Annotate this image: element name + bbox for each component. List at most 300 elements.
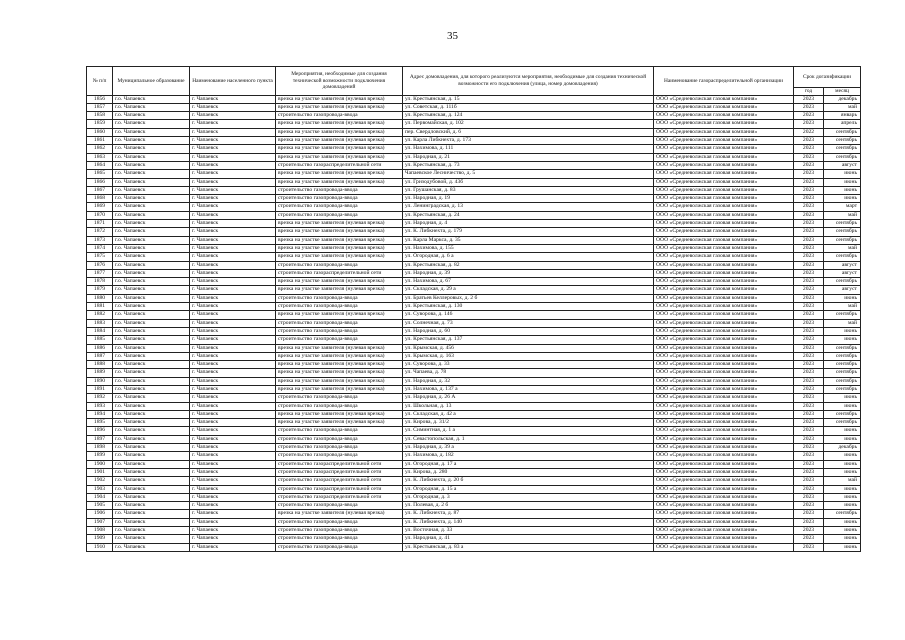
table-row <box>87 502 861 510</box>
cell-year: 2023 <box>794 294 824 302</box>
cell-municipality: г.о. Чапаевск <box>113 220 190 228</box>
cell-num: 1872 <box>87 228 113 236</box>
cell-organization: ООО «Средневолжская газовая компания» <box>654 543 794 551</box>
cell-organization: ООО «Средневолжская газовая компания» <box>654 394 794 402</box>
cell-settlement: г. Чапаевск <box>190 485 276 493</box>
cell-organization: ООО «Средневолжская газовая компания» <box>654 170 794 178</box>
cell-organization: ООО «Средневолжская газовая компания» <box>654 178 794 186</box>
cell-settlement: г. Чапаевск <box>190 294 276 302</box>
cell-municipality: г.о. Чапаевск <box>113 518 190 526</box>
cell-municipality: г.о. Чапаевск <box>113 493 190 501</box>
cell-year: 2023 <box>794 385 824 393</box>
cell-month: сентябрь <box>824 220 861 228</box>
table-row <box>87 278 861 286</box>
cell-month: сентябрь <box>824 278 861 286</box>
cell-num: 1900 <box>87 460 113 468</box>
cell-organization: ООО «Средневолжская газовая компания» <box>654 452 794 460</box>
table-row <box>87 203 861 211</box>
cell-municipality: г.о. Чапаевск <box>113 228 190 236</box>
gasification-table <box>86 66 861 552</box>
cell-measure: строительство газопровода-ввода <box>276 394 403 402</box>
cell-month: апрель <box>824 120 861 128</box>
table-row <box>87 137 861 145</box>
cell-organization: ООО «Средневолжская газовая компания» <box>654 377 794 385</box>
cell-month: сентябрь <box>824 228 861 236</box>
cell-organization: ООО «Средневолжская газовая компания» <box>654 186 794 194</box>
cell-address: ул. Карла Маркса, д. 35 <box>403 236 654 244</box>
cell-year: 2023 <box>794 352 824 360</box>
cell-measure: строительство газораспределительной сети <box>276 477 403 485</box>
cell-address: ул. Первомайская, д. 102 <box>403 120 654 128</box>
table-row <box>87 427 861 435</box>
cell-organization: ООО «Средневолжская газовая компания» <box>654 286 794 294</box>
cell-month: декабрь <box>824 444 861 452</box>
cell-organization: ООО «Средневолжская газовая компания» <box>654 278 794 286</box>
cell-settlement: г. Чапаевск <box>190 112 276 120</box>
table-row <box>87 211 861 219</box>
cell-month: июнь <box>824 485 861 493</box>
cell-month: январь <box>824 112 861 120</box>
cell-num: 1909 <box>87 535 113 543</box>
cell-num: 1899 <box>87 452 113 460</box>
cell-measure: строительство газопровода-ввода <box>276 319 403 327</box>
cell-address: ул. Народная, д. 26 А <box>403 394 654 402</box>
table-row <box>87 112 861 120</box>
cell-municipality: г.о. Чапаевск <box>113 377 190 385</box>
table-row <box>87 518 861 526</box>
cell-organization: ООО «Средневолжская газовая компания» <box>654 269 794 277</box>
cell-num: 1898 <box>87 444 113 452</box>
cell-year: 2023 <box>794 543 824 551</box>
cell-municipality: г.о. Чапаевск <box>113 385 190 393</box>
cell-year: 2023 <box>794 452 824 460</box>
cell-address: ул. Суворова, д. 33 <box>403 361 654 369</box>
cell-address: ул. Народная, д. 19 <box>403 195 654 203</box>
cell-address: ул. К. Либкнехта, д. 20 б <box>403 477 654 485</box>
cell-settlement: г. Чапаевск <box>190 435 276 443</box>
table-row <box>87 527 861 535</box>
cell-month: сентябрь <box>824 410 861 418</box>
cell-month: сентябрь <box>824 137 861 145</box>
cell-municipality: г.о. Чапаевск <box>113 178 190 186</box>
cell-measure: строительство газопровода-ввода <box>276 294 403 302</box>
cell-month: июнь <box>824 170 861 178</box>
cell-year: 2023 <box>794 460 824 468</box>
cell-year: 2023 <box>794 153 824 161</box>
cell-municipality: г.о. Чапаевск <box>113 211 190 219</box>
table-row <box>87 385 861 393</box>
cell-municipality: г.о. Чапаевск <box>113 236 190 244</box>
cell-organization: ООО «Средневолжская газовая компания» <box>654 244 794 252</box>
cell-settlement: г. Чапаевск <box>190 153 276 161</box>
cell-year: 2023 <box>794 112 824 120</box>
cell-organization: ООО «Средневолжская газовая компания» <box>654 344 794 352</box>
cell-organization: ООО «Средневолжская газовая компания» <box>654 128 794 136</box>
cell-settlement: г. Чапаевск <box>190 311 276 319</box>
cell-measure: врезка на участке заявителя (нулевая врезка) <box>276 137 403 145</box>
cell-measure: строительство газопровода-ввода <box>276 203 403 211</box>
header-measure: Мероприятия, необходимые для создания технической возможности подключения домовладений <box>276 67 403 96</box>
header-address: Адрес домовладения, для которого реализуются мероприятия, необходимые для создания технической возможности его подключения (улица, номер домовладения) <box>403 67 654 96</box>
cell-year: 2022 <box>794 128 824 136</box>
header-month: месяц <box>824 88 861 96</box>
cell-year: 2023 <box>794 311 824 319</box>
cell-address: ул. Народная, д. 39 а <box>403 444 654 452</box>
cell-municipality: г.о. Чапаевск <box>113 203 190 211</box>
cell-num: 1859 <box>87 120 113 128</box>
cell-measure: врезка на участке заявителя (нулевая врезка) <box>276 344 403 352</box>
header-municipality: Муниципальное образование <box>113 67 190 96</box>
cell-settlement: г. Чапаевск <box>190 385 276 393</box>
cell-num: 1880 <box>87 294 113 302</box>
cell-num: 1876 <box>87 261 113 269</box>
cell-measure: врезка на участке заявителя (нулевая врезка) <box>276 120 403 128</box>
cell-settlement: г. Чапаевск <box>190 444 276 452</box>
table-row <box>87 535 861 543</box>
cell-address: ул. Нахимова, д. 111 <box>403 145 654 153</box>
cell-num: 1866 <box>87 178 113 186</box>
table-row <box>87 153 861 161</box>
cell-month: май <box>824 244 861 252</box>
table-row <box>87 195 861 203</box>
cell-municipality: г.о. Чапаевск <box>113 294 190 302</box>
cell-measure: строительство газопровода-ввода <box>276 327 403 335</box>
cell-organization: ООО «Средневолжская газовая компания» <box>654 203 794 211</box>
cell-municipality: г.о. Чапаевск <box>113 394 190 402</box>
cell-month: сентябрь <box>824 253 861 261</box>
cell-month: июнь <box>824 452 861 460</box>
cell-month: июнь <box>824 178 861 186</box>
cell-month: сентябрь <box>824 352 861 360</box>
table-row <box>87 294 861 302</box>
cell-year: 2023 <box>794 95 824 103</box>
cell-address: ул. Советская, д. 111б <box>403 103 654 111</box>
cell-municipality: г.о. Чапаевск <box>113 452 190 460</box>
cell-num: 1861 <box>87 137 113 145</box>
cell-organization: ООО «Средневолжская газовая компания» <box>654 518 794 526</box>
cell-year: 2023 <box>794 161 824 169</box>
cell-organization: ООО «Средневолжская газовая компания» <box>654 493 794 501</box>
cell-measure: врезка на участке заявителя (нулевая врезка) <box>276 178 403 186</box>
table-row <box>87 460 861 468</box>
cell-address: ул. Чапаева, д. 78 <box>403 369 654 377</box>
cell-settlement: г. Чапаевск <box>190 286 276 294</box>
cell-num: 1897 <box>87 435 113 443</box>
cell-address: ул. Крестьянская, д. 137 <box>403 336 654 344</box>
cell-settlement: г. Чапаевск <box>190 352 276 360</box>
cell-address: ул. К. Либкнехта, д. 140 <box>403 518 654 526</box>
cell-address: ул. Огородная, д. 6 а <box>403 253 654 261</box>
cell-municipality: г.о. Чапаевск <box>113 195 190 203</box>
cell-num: 1901 <box>87 468 113 476</box>
cell-organization: ООО «Средневолжская газовая компания» <box>654 236 794 244</box>
cell-settlement: г. Чапаевск <box>190 460 276 468</box>
cell-month: сентябрь <box>824 344 861 352</box>
cell-settlement: г. Чапаевск <box>190 410 276 418</box>
cell-address: ул. Крестьянская, д. 73 <box>403 161 654 169</box>
cell-settlement: г. Чапаевск <box>190 344 276 352</box>
cell-year: 2023 <box>794 427 824 435</box>
cell-settlement: г. Чапаевск <box>190 327 276 335</box>
cell-year: 2023 <box>794 236 824 244</box>
cell-address: ул. Огородная, д. 17 а <box>403 460 654 468</box>
table-row <box>87 402 861 410</box>
cell-address: ул. Суворова, д. 146 <box>403 311 654 319</box>
cell-organization: ООО «Средневолжская газовая компания» <box>654 460 794 468</box>
table-row <box>87 303 861 311</box>
cell-year: 2023 <box>794 145 824 153</box>
cell-measure: строительство газопровода-ввода <box>276 186 403 194</box>
cell-settlement: г. Чапаевск <box>190 228 276 236</box>
table-row <box>87 419 861 427</box>
cell-year: 2023 <box>794 377 824 385</box>
cell-month: май <box>824 477 861 485</box>
cell-address: ул. Народная, д. 41 <box>403 535 654 543</box>
cell-organization: ООО «Средневолжская газовая компания» <box>654 427 794 435</box>
table-row <box>87 410 861 418</box>
table-row <box>87 186 861 194</box>
cell-measure: строительство газопровода-ввода <box>276 535 403 543</box>
cell-settlement: г. Чапаевск <box>190 120 276 128</box>
cell-municipality: г.о. Чапаевск <box>113 186 190 194</box>
table-row <box>87 352 861 360</box>
cell-measure: врезка на участке заявителя (нулевая врезка) <box>276 510 403 518</box>
cell-year: 2023 <box>794 220 824 228</box>
cell-organization: ООО «Средневолжская газовая компания» <box>654 352 794 360</box>
cell-year: 2023 <box>794 444 824 452</box>
cell-measure: врезка на участке заявителя (нулевая врезка) <box>276 369 403 377</box>
cell-municipality: г.о. Чапаевск <box>113 269 190 277</box>
cell-measure: врезка на участке заявителя (нулевая врезка) <box>276 352 403 360</box>
cell-num: 1874 <box>87 244 113 252</box>
cell-num: 1867 <box>87 186 113 194</box>
cell-organization: ООО «Средневолжская газовая компания» <box>654 220 794 228</box>
cell-num: 1870 <box>87 211 113 219</box>
cell-num: 1873 <box>87 236 113 244</box>
cell-settlement: г. Чапаевск <box>190 319 276 327</box>
table-row <box>87 435 861 443</box>
cell-year: 2023 <box>794 518 824 526</box>
cell-organization: ООО «Средневолжская газовая компания» <box>654 410 794 418</box>
cell-num: 1891 <box>87 385 113 393</box>
header-settlement: Наименование населенного пункта <box>190 67 276 96</box>
cell-num: 1903 <box>87 485 113 493</box>
cell-measure: строительство газопровода-ввода <box>276 303 403 311</box>
cell-settlement: г. Чапаевск <box>190 203 276 211</box>
cell-month: май <box>824 319 861 327</box>
cell-num: 1875 <box>87 253 113 261</box>
cell-month: август <box>824 269 861 277</box>
cell-month: июнь <box>824 427 861 435</box>
cell-year: 2023 <box>794 402 824 410</box>
cell-municipality: г.о. Чапаевск <box>113 128 190 136</box>
cell-year: 2023 <box>794 493 824 501</box>
cell-settlement: г. Чапаевск <box>190 468 276 476</box>
cell-measure: строительство газопровода-ввода <box>276 195 403 203</box>
cell-settlement: г. Чапаевск <box>190 419 276 427</box>
cell-address: ул. Народная, д. 39 <box>403 269 654 277</box>
cell-year: 2023 <box>794 336 824 344</box>
cell-address: ул. Полевая, д. 2 б <box>403 502 654 510</box>
cell-organization: ООО «Средневолжская газовая компания» <box>654 195 794 203</box>
cell-year: 2023 <box>794 103 824 111</box>
cell-municipality: г.о. Чапаевск <box>113 444 190 452</box>
cell-month: июнь <box>824 402 861 410</box>
table-row <box>87 244 861 252</box>
cell-address: ул. Братьев Келлеровых, д. 2 б <box>403 294 654 302</box>
cell-organization: ООО «Средневолжская газовая компания» <box>654 103 794 111</box>
cell-measure: врезка на участке заявителя (нулевая врезка) <box>276 244 403 252</box>
cell-measure: врезка на участке заявителя (нулевая врезка) <box>276 128 403 136</box>
cell-month: сентябрь <box>824 361 861 369</box>
cell-month: июнь <box>824 518 861 526</box>
table-row <box>87 95 861 103</box>
cell-month: май <box>824 211 861 219</box>
cell-settlement: г. Чапаевск <box>190 427 276 435</box>
cell-num: 1860 <box>87 128 113 136</box>
cell-year: 2023 <box>794 502 824 510</box>
header-deadline: Срок догазификации <box>794 67 861 88</box>
cell-month: сентябрь <box>824 236 861 244</box>
cell-year: 2023 <box>794 477 824 485</box>
cell-measure: строительство газораспределительной сети <box>276 485 403 493</box>
cell-year: 2023 <box>794 211 824 219</box>
cell-measure: строительство газопровода-ввода <box>276 444 403 452</box>
cell-settlement: г. Чапаевск <box>190 161 276 169</box>
cell-municipality: г.о. Чапаевск <box>113 402 190 410</box>
cell-month: сентябрь <box>824 419 861 427</box>
table-row <box>87 228 861 236</box>
cell-organization: ООО «Средневолжская газовая компания» <box>654 161 794 169</box>
cell-num: 1858 <box>87 112 113 120</box>
cell-address: ул. Грушанская, д. 83 <box>403 186 654 194</box>
cell-municipality: г.о. Чапаевск <box>113 344 190 352</box>
cell-address: ул. Складская, д. 29 а <box>403 286 654 294</box>
cell-num: 1906 <box>87 510 113 518</box>
cell-address: пер. Свердловский, д. 6 <box>403 128 654 136</box>
cell-measure: врезка на участке заявителя (нулевая врезка) <box>276 410 403 418</box>
cell-municipality: г.о. Чапаевск <box>113 543 190 551</box>
cell-year: 2023 <box>794 535 824 543</box>
cell-num: 1907 <box>87 518 113 526</box>
table-row <box>87 253 861 261</box>
cell-month: август <box>824 261 861 269</box>
cell-address: ул. Народная, д. 32 <box>403 377 654 385</box>
table-row <box>87 236 861 244</box>
cell-measure: строительство газопровода-ввода <box>276 452 403 460</box>
cell-measure: врезка на участке заявителя (нулевая врезка) <box>276 419 403 427</box>
table-row <box>87 493 861 501</box>
cell-measure: строительство газопровода-ввода <box>276 402 403 410</box>
cell-num: 1871 <box>87 220 113 228</box>
cell-month: декабрь <box>824 95 861 103</box>
cell-organization: ООО «Средневолжская газовая компания» <box>654 402 794 410</box>
cell-municipality: г.о. Чапаевск <box>113 319 190 327</box>
cell-year: 2023 <box>794 468 824 476</box>
cell-municipality: г.о. Чапаевск <box>113 419 190 427</box>
cell-measure: строительство газопровода-ввода <box>276 543 403 551</box>
cell-measure: строительство газораспределительной сети <box>276 493 403 501</box>
cell-municipality: г.о. Чапаевск <box>113 244 190 252</box>
cell-num: 1892 <box>87 394 113 402</box>
cell-year: 2023 <box>794 261 824 269</box>
table-row <box>87 452 861 460</box>
cell-measure: строительство газопровода-ввода <box>276 336 403 344</box>
cell-address: ул. К. Либкнехта, д. 87 <box>403 510 654 518</box>
cell-address: ул. Ленинградская, д. 13 <box>403 203 654 211</box>
cell-month: июнь <box>824 327 861 335</box>
cell-month: июнь <box>824 195 861 203</box>
cell-municipality: г.о. Чапаевск <box>113 137 190 145</box>
cell-settlement: г. Чапаевск <box>190 145 276 153</box>
cell-organization: ООО «Средневолжская газовая компания» <box>654 261 794 269</box>
cell-month: сентябрь <box>824 369 861 377</box>
cell-settlement: г. Чапаевск <box>190 402 276 410</box>
cell-municipality: г.о. Чапаевск <box>113 361 190 369</box>
cell-settlement: г. Чапаевск <box>190 518 276 526</box>
cell-year: 2023 <box>794 394 824 402</box>
cell-month: июнь <box>824 435 861 443</box>
cell-address: ул. Нахимова, д. 67 <box>403 278 654 286</box>
cell-organization: ООО «Средневолжская газовая компания» <box>654 361 794 369</box>
table-body <box>87 95 861 551</box>
cell-address: ул. Симинтная, д. 1 а <box>403 427 654 435</box>
cell-year: 2023 <box>794 435 824 443</box>
cell-settlement: г. Чапаевск <box>190 303 276 311</box>
cell-measure: строительство газопровода-ввода <box>276 527 403 535</box>
cell-num: 1862 <box>87 145 113 153</box>
cell-address: ул. Карла Либкнехта, д. 173 <box>403 137 654 145</box>
cell-organization: ООО «Средневолжская газовая компания» <box>654 444 794 452</box>
table-row <box>87 369 861 377</box>
cell-num: 1883 <box>87 319 113 327</box>
cell-month: сентябрь <box>824 145 861 153</box>
cell-year: 2023 <box>794 269 824 277</box>
cell-num: 1884 <box>87 327 113 335</box>
cell-organization: ООО «Средневолжская газовая компания» <box>654 477 794 485</box>
table-row <box>87 468 861 476</box>
cell-address: ул. Кирова, д. 280 <box>403 468 654 476</box>
cell-month: май <box>824 303 861 311</box>
cell-settlement: г. Чапаевск <box>190 336 276 344</box>
cell-year: 2023 <box>794 303 824 311</box>
cell-settlement: г. Чапаевск <box>190 510 276 518</box>
cell-organization: ООО «Средневолжская газовая компания» <box>654 502 794 510</box>
cell-measure: строительство газораспределительной сети <box>276 460 403 468</box>
cell-address: ул. Крымская, д. 456 <box>403 344 654 352</box>
cell-year: 2023 <box>794 527 824 535</box>
cell-address: ул. Нахимова, д. 182 <box>403 452 654 460</box>
cell-num: 1881 <box>87 303 113 311</box>
cell-municipality: г.о. Чапаевск <box>113 261 190 269</box>
cell-organization: ООО «Средневолжская газовая компания» <box>654 510 794 518</box>
table-row <box>87 361 861 369</box>
cell-num: 1890 <box>87 377 113 385</box>
cell-month: июнь <box>824 468 861 476</box>
cell-measure: врезка на участке заявителя (нулевая врезка) <box>276 170 403 178</box>
cell-settlement: г. Чапаевск <box>190 236 276 244</box>
cell-num: 1868 <box>87 195 113 203</box>
cell-settlement: г. Чапаевск <box>190 361 276 369</box>
header-organization: Наименование газораспределительной организации <box>654 67 794 96</box>
cell-municipality: г.о. Чапаевск <box>113 535 190 543</box>
table-row <box>87 286 861 294</box>
cell-num: 1889 <box>87 369 113 377</box>
cell-settlement: г. Чапаевск <box>190 244 276 252</box>
cell-measure: врезка на участке заявителя (нулевая врезка) <box>276 361 403 369</box>
cell-measure: врезка на участке заявителя (нулевая врезка) <box>276 286 403 294</box>
table-row <box>87 161 861 169</box>
